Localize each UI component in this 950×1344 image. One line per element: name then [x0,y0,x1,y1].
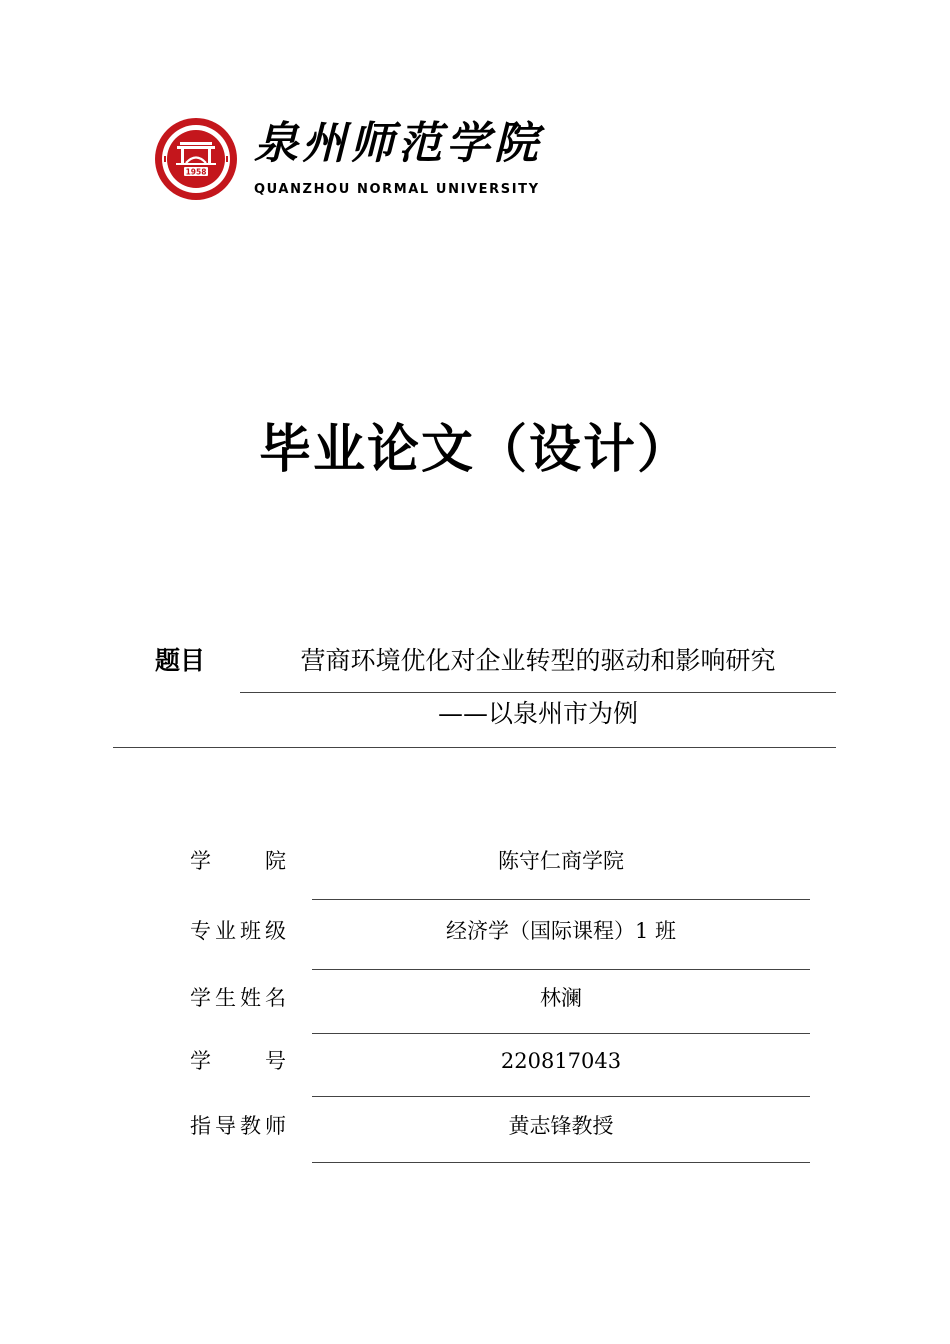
info-label-college: 学院 [190,849,286,873]
info-underline-college [312,899,810,900]
topic-underline-2 [113,747,836,748]
document-title: 毕业论文（设计） [258,420,691,480]
university-name-en: QUANZHOU NORMAL UNIVERSITY [254,182,540,197]
info-underline-student-id [312,1096,810,1097]
topic-title-line2: ——以泉州市为例 [437,699,638,728]
info-label-advisor: 指导教师 [190,1114,286,1138]
info-underline-student-name [312,1033,810,1034]
university-seal-icon [150,116,242,202]
info-label-student-name: 学生姓名 [190,986,286,1010]
university-logo [150,116,550,202]
info-value-advisor: 黄志锋教授 [508,1114,614,1138]
topic-label: 题目 [155,646,206,675]
info-value-student-name: 林澜 [540,986,582,1010]
topic-title-line1: 营商环境优化对企业转型的驱动和影响研究 [300,646,776,675]
university-name-cn: 泉州师范学院 [254,118,542,169]
info-underline-class [312,969,810,970]
seal-year: 1958 [185,167,207,177]
info-value-class: 经济学（国际课程）1 班 [445,919,677,943]
info-value-student-id: 220817043 [500,1049,622,1073]
info-label-student-id: 学号 [190,1049,286,1073]
topic-underline-1 [240,692,836,693]
info-value-college: 陈守仁商学院 [498,849,624,873]
info-underline-advisor [312,1162,810,1163]
info-label-class: 专业班级 [190,919,286,943]
